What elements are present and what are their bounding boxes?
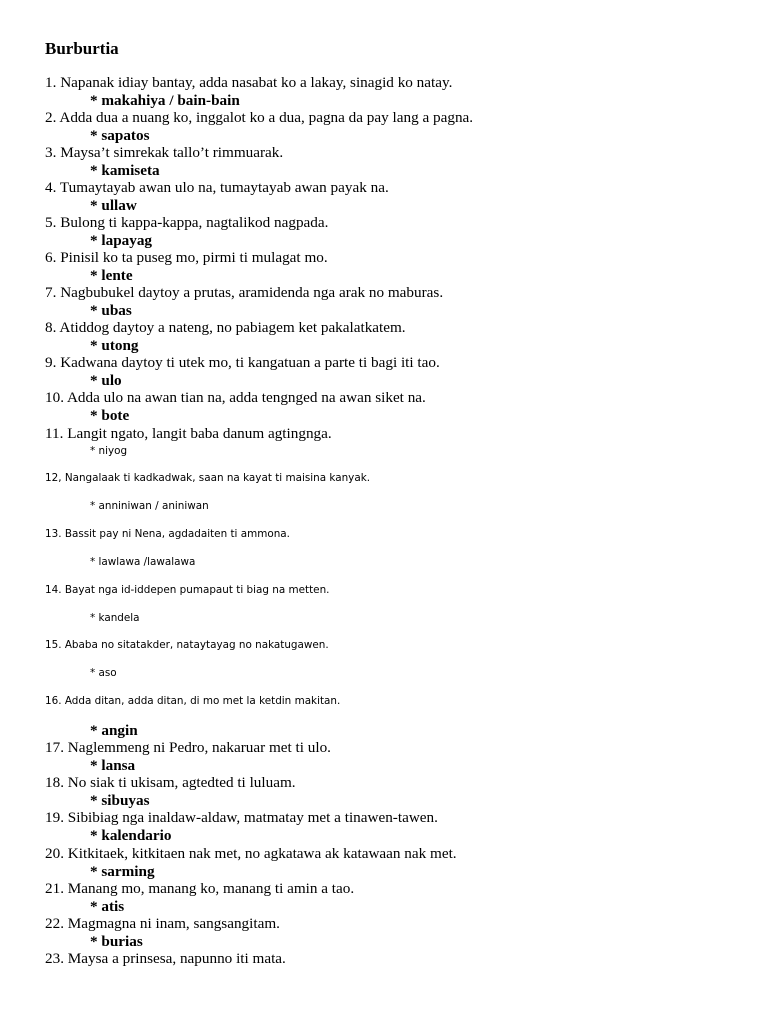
- riddle-answer-16: * angin: [90, 722, 138, 739]
- riddle-question-9: 9. Kadwana daytoy ti utek mo, ti kangatuan a parte ti bagi iti tao.: [45, 354, 440, 371]
- riddle-answer-12: * anniniwan / aniniwan: [90, 500, 209, 512]
- riddle-question-10: 10. Adda ulo na awan tian na, adda tengnged na awan siket na.: [45, 389, 426, 406]
- riddle-question-6: 6. Pinisil ko ta puseg mo, pirmi ti mulagat mo.: [45, 249, 328, 266]
- riddle-answer-10: * bote: [90, 407, 130, 424]
- riddle-question-7: 7. Nagbubukel daytoy a prutas, aramidenda nga arak no maburas.: [45, 284, 444, 301]
- riddle-answer-3: * kamiseta: [90, 162, 160, 179]
- riddle-answer-9: * ulo: [90, 372, 122, 389]
- riddle-answer-22: * burias: [90, 933, 143, 950]
- riddle-answer-21: * atis: [90, 898, 125, 915]
- document-title: Burburtia: [45, 39, 119, 58]
- riddle-answer-20: * sarming: [90, 863, 155, 880]
- riddle-answer-18: * sibuyas: [90, 792, 150, 809]
- riddle-question-22: 22. Magmagna ni inam, sangsangitam.: [45, 915, 280, 932]
- riddle-answer-14: * kandela: [90, 612, 140, 624]
- riddle-question-11: 11. Langit ngato, langit baba danum agtingnga.: [45, 425, 332, 442]
- riddle-question-8: 8. Atiddog daytoy a nateng, no pabiagem ket pakalatkatem.: [45, 319, 406, 336]
- riddle-question-21: 21. Manang mo, manang ko, manang ti amin a tao.: [45, 880, 355, 897]
- riddle-question-1: 1. Napanak idiay bantay, adda nasabat ko a lakay, sinagid ko natay.: [45, 74, 453, 91]
- riddle-question-18: 18. No siak ti ukisam, agtedted ti luluam.: [45, 774, 296, 791]
- riddle-answer-5: * lapayag: [90, 232, 153, 249]
- riddle-question-15: 15. Ababa no sitatakder, nataytayag no nakatugawen.: [45, 639, 329, 651]
- riddle-answer-6: * lente: [90, 267, 133, 284]
- riddle-question-12: 12, Nangalaak ti kadkadwak, saan na kayat ti maisina kanyak.: [45, 472, 371, 484]
- riddle-answer-11: * niyog: [90, 445, 128, 457]
- riddle-question-16: 16. Adda ditan, adda ditan, di mo met la ketdin makitan.: [45, 695, 341, 707]
- riddle-question-4: 4. Tumaytayab awan ulo na, tumaytayab awan payak na.: [45, 179, 389, 196]
- riddle-question-23: 23. Maysa a prinsesa, napunno iti mata.: [45, 950, 286, 967]
- riddle-answer-15: * aso: [90, 667, 117, 679]
- riddle-answer-2: * sapatos: [90, 127, 150, 144]
- riddle-answer-8: * utong: [90, 337, 139, 354]
- riddle-question-20: 20. Kitkitaek, kitkitaen nak met, no agkatawa ak katawaan nak met.: [45, 845, 457, 862]
- riddle-question-17: 17. Naglemmeng ni Pedro, nakaruar met ti ulo.: [45, 739, 331, 756]
- riddle-question-3: 3. Maysa’t simrekak tallo’t rimmuarak.: [45, 144, 284, 161]
- riddle-answer-17: * lansa: [90, 757, 136, 774]
- riddle-question-13: 13. Bassit pay ni Nena, agdadaiten ti ammona.: [45, 528, 290, 540]
- riddle-answer-7: * ubas: [90, 302, 132, 319]
- riddle-question-5: 5. Bulong ti kappa-kappa, nagtalikod nagpada.: [45, 214, 329, 231]
- riddle-question-19: 19. Sibibiag nga inaldaw-aldaw, matmatay met a tinawen-tawen.: [45, 809, 438, 826]
- riddle-question-2: 2. Adda dua a nuang ko, inggalot ko a dua, pagna da pay lang a pagna.: [45, 109, 474, 126]
- riddle-answer-19: * kalendario: [90, 827, 172, 844]
- riddle-answer-13: * lawlawa /lawalawa: [90, 556, 196, 568]
- riddle-answer-4: * ullaw: [90, 197, 137, 214]
- riddle-question-14: 14. Bayat nga id-iddepen pumapaut ti biag na metten.: [45, 584, 330, 596]
- riddle-answer-1: * makahiya / bain-bain: [90, 92, 240, 109]
